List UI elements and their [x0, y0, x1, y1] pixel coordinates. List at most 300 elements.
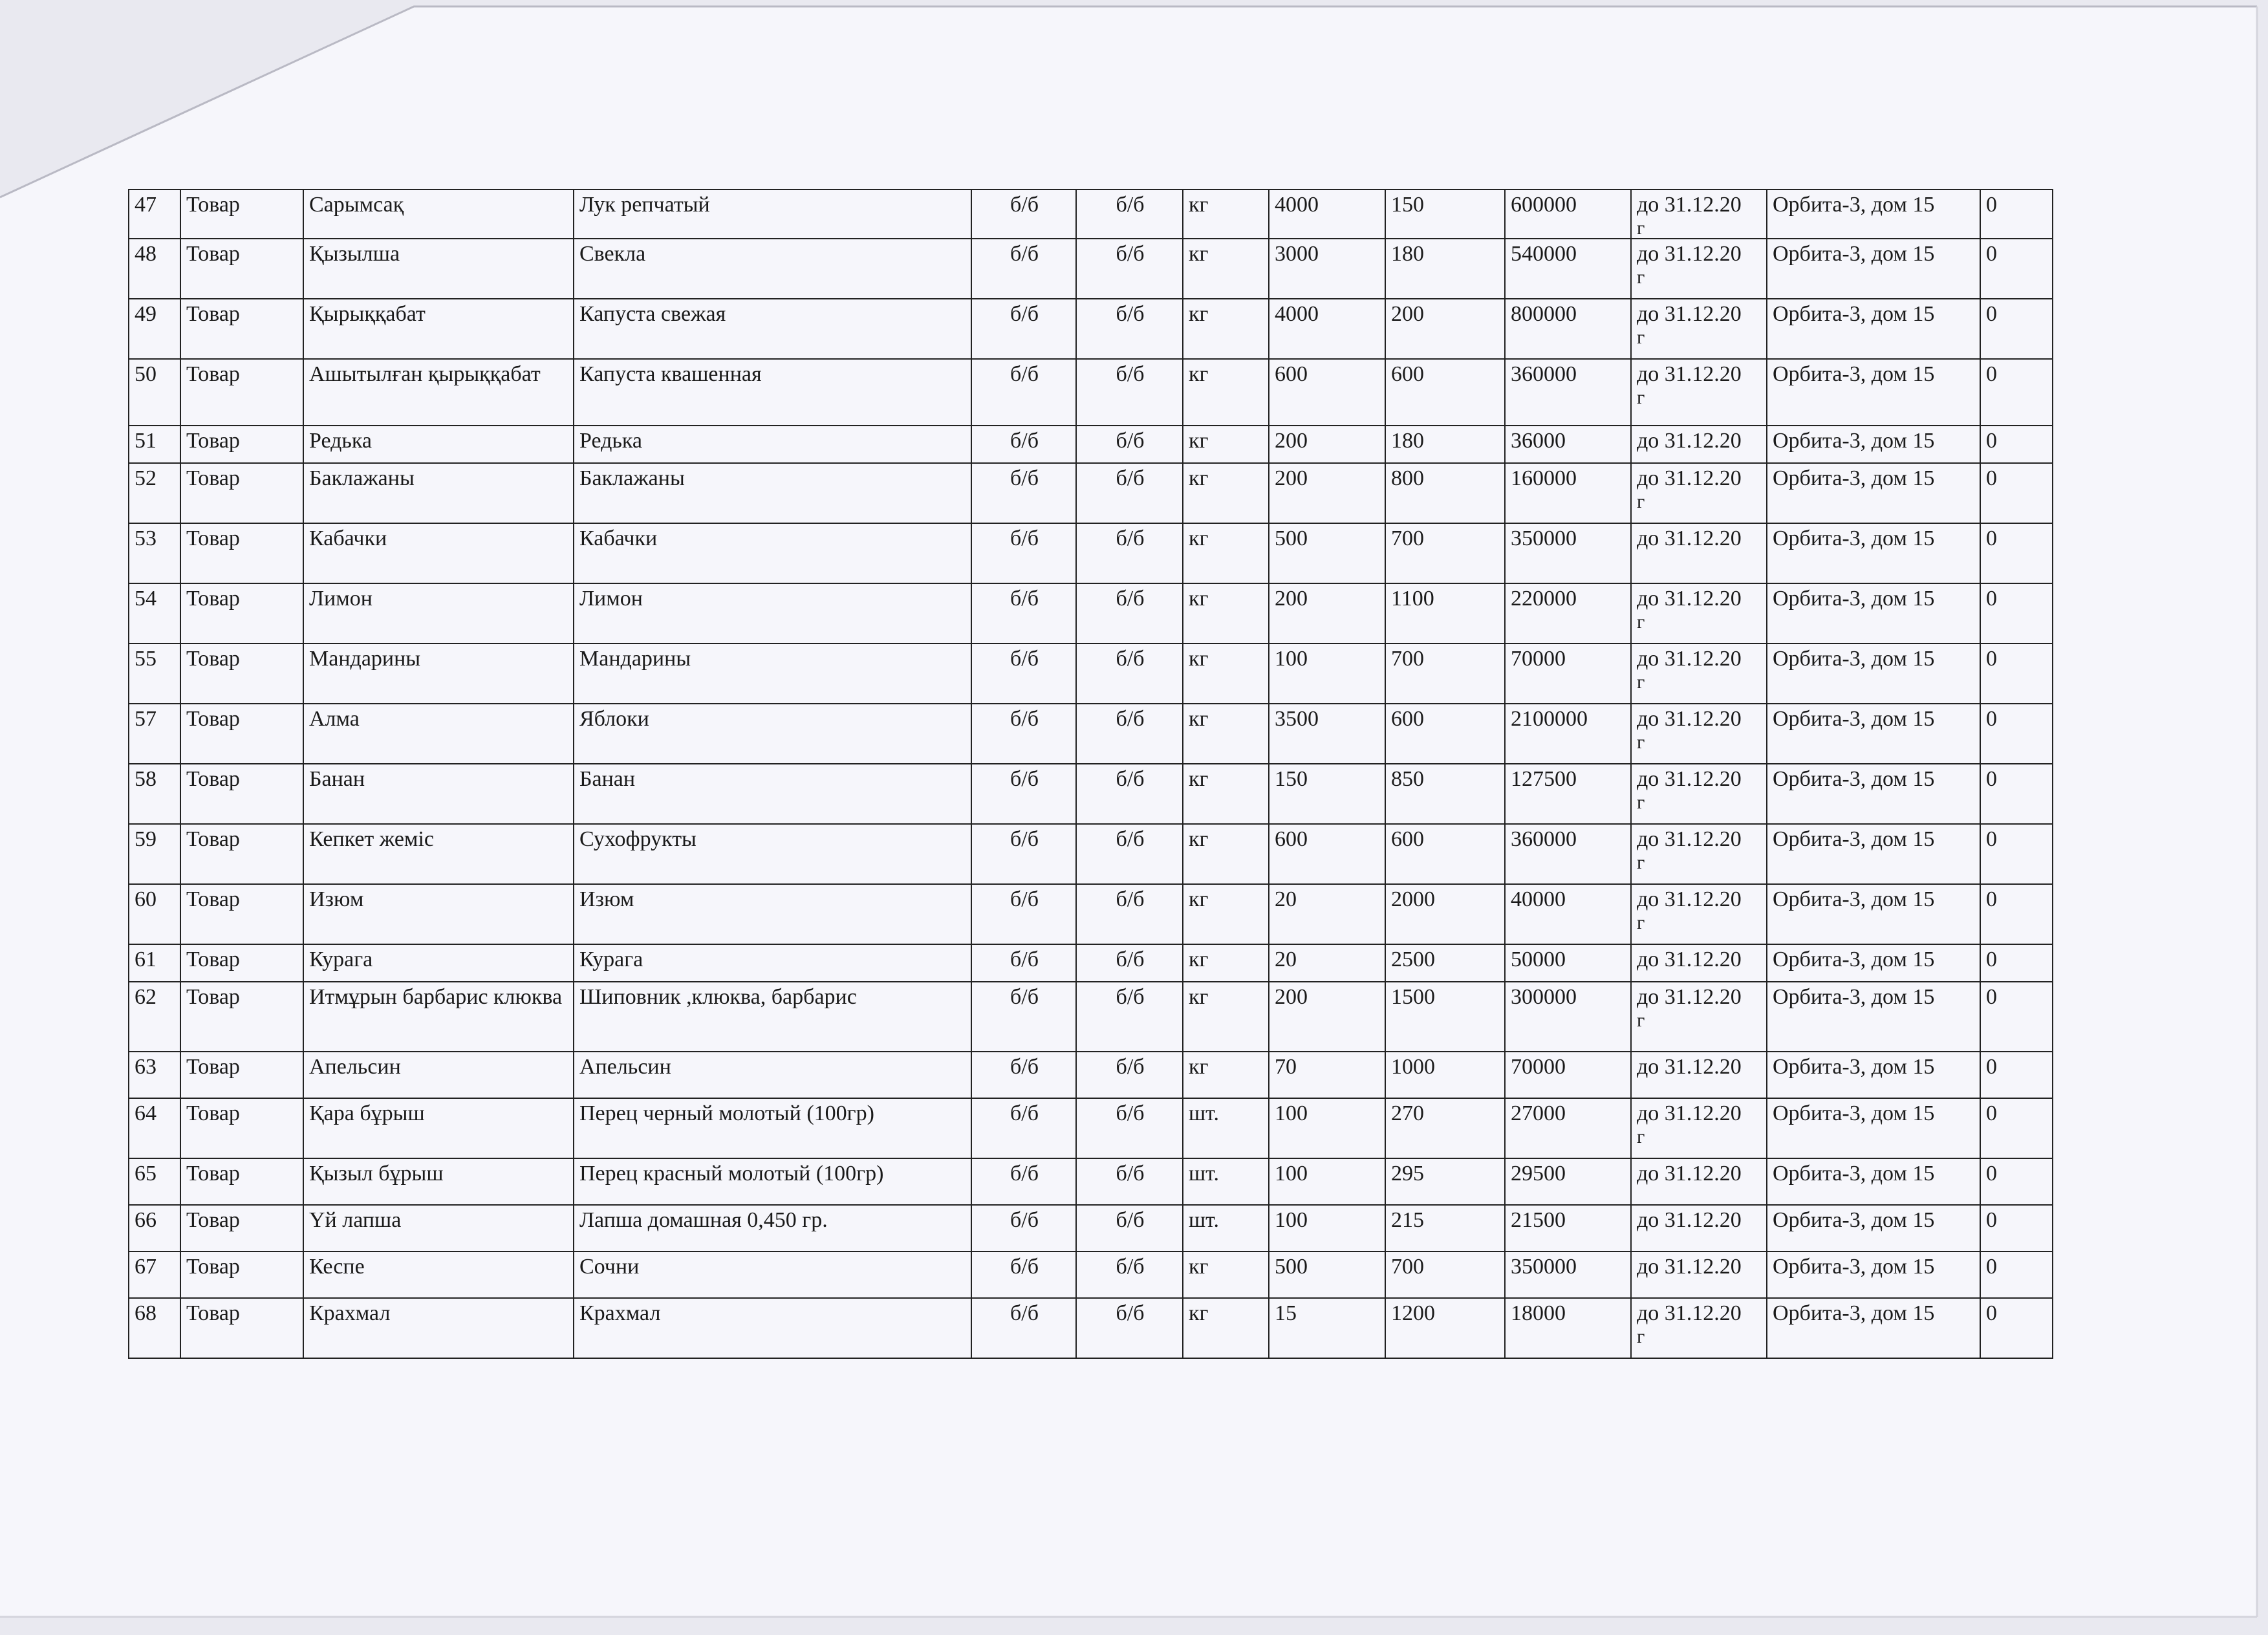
- row-name-kz: Кеспе: [303, 1251, 574, 1298]
- row-name-ru: Капуста свежая: [574, 299, 971, 359]
- row-col-bb2: б/б: [1076, 644, 1183, 704]
- row-name-kz: Редька: [303, 426, 574, 463]
- row-col-bb1: б/б: [971, 1098, 1076, 1158]
- row-name-kz: Мандарины: [303, 644, 574, 704]
- row-term-suffix: г: [1637, 1326, 1645, 1348]
- table-row: [129, 189, 2053, 239]
- row-address: Орбита-3, дом 15: [1767, 1098, 1980, 1158]
- row-name-kz: Сарымсақ: [303, 189, 574, 239]
- row-address: Орбита-3, дом 15: [1767, 1298, 1980, 1358]
- row-zero: 0: [1980, 239, 2053, 299]
- row-number: 66: [129, 1205, 180, 1251]
- row-name-ru: Лапша домашная 0,450 гр.: [574, 1205, 971, 1251]
- row-term-date: до 31.12.20: [1637, 1101, 1742, 1126]
- row-address: Орбита-3, дом 15: [1767, 982, 1980, 1052]
- row-unit: кг: [1183, 463, 1269, 523]
- row-zero: 0: [1980, 884, 2053, 944]
- table-row: [129, 359, 2053, 426]
- row-name-kz: Кабачки: [303, 523, 574, 583]
- row-term-date: до 31.12.20: [1637, 302, 1742, 327]
- row-number: 65: [129, 1158, 180, 1205]
- row-type: Товар: [180, 189, 303, 239]
- row-col-bb2: б/б: [1076, 1205, 1183, 1251]
- row-quantity: 15: [1269, 1298, 1385, 1358]
- row-price: 180: [1385, 239, 1505, 299]
- table-row: [129, 299, 2053, 359]
- row-address: Орбита-3, дом 15: [1767, 824, 1980, 884]
- row-price: 600: [1385, 824, 1505, 884]
- row-price: 700: [1385, 644, 1505, 704]
- row-type: Товар: [180, 463, 303, 523]
- row-number: 64: [129, 1098, 180, 1158]
- row-number: 67: [129, 1251, 180, 1298]
- row-name-kz: Үй лапша: [303, 1205, 574, 1251]
- row-col-bb1: б/б: [971, 764, 1076, 824]
- row-number: 55: [129, 644, 180, 704]
- row-unit: кг: [1183, 944, 1269, 982]
- row-unit: кг: [1183, 359, 1269, 426]
- row-name-ru: Перец черный молотый (100гр): [574, 1098, 971, 1158]
- row-col-bb1: б/б: [971, 299, 1076, 359]
- row-term: [1631, 1052, 1767, 1098]
- row-col-bb1: б/б: [971, 1052, 1076, 1098]
- row-zero: 0: [1980, 1298, 2053, 1358]
- row-name-ru: Яблоки: [574, 704, 971, 764]
- row-unit: кг: [1183, 583, 1269, 644]
- row-sum: 540000: [1505, 239, 1631, 299]
- row-term: [1631, 299, 1767, 359]
- row-address: Орбита-3, дом 15: [1767, 704, 1980, 764]
- row-sum: 70000: [1505, 1052, 1631, 1098]
- row-unit: кг: [1183, 764, 1269, 824]
- row-col-bb1: б/б: [971, 982, 1076, 1052]
- row-quantity: 70: [1269, 1052, 1385, 1098]
- row-type: Товар: [180, 824, 303, 884]
- row-term-date: до 31.12.20: [1637, 242, 1742, 266]
- row-term-suffix: г: [1637, 217, 1645, 239]
- row-price: 1200: [1385, 1298, 1505, 1358]
- row-type: Товар: [180, 1052, 303, 1098]
- row-price: 200: [1385, 299, 1505, 359]
- row-unit: шт.: [1183, 1205, 1269, 1251]
- row-quantity: 200: [1269, 463, 1385, 523]
- row-term-date: до 31.12.20: [1637, 193, 1742, 217]
- row-name-kz: Итмұрын барбарис клюква: [303, 982, 574, 1052]
- table-row: [129, 463, 2053, 523]
- row-unit: кг: [1183, 1251, 1269, 1298]
- row-sum: 127500: [1505, 764, 1631, 824]
- row-term-date: до 31.12.20: [1637, 526, 1742, 551]
- row-number: 49: [129, 299, 180, 359]
- row-quantity: 500: [1269, 523, 1385, 583]
- row-term-suffix: г: [1637, 387, 1645, 409]
- table-row: [129, 523, 2053, 583]
- row-term: [1631, 523, 1767, 583]
- row-type: Товар: [180, 1205, 303, 1251]
- table-row: [129, 704, 2053, 764]
- row-col-bb2: б/б: [1076, 982, 1183, 1052]
- row-term-suffix: г: [1637, 1010, 1645, 1032]
- row-term-date: до 31.12.20: [1637, 947, 1742, 972]
- row-unit: кг: [1183, 523, 1269, 583]
- row-sum: 350000: [1505, 523, 1631, 583]
- row-name-ru: Банан: [574, 764, 971, 824]
- row-price: 1100: [1385, 583, 1505, 644]
- row-address: Орбита-3, дом 15: [1767, 463, 1980, 523]
- row-name-ru: Крахмал: [574, 1298, 971, 1358]
- row-price: 1500: [1385, 982, 1505, 1052]
- row-col-bb1: б/б: [971, 583, 1076, 644]
- row-type: Товар: [180, 704, 303, 764]
- row-name-kz: Қырыққабат: [303, 299, 574, 359]
- row-term: [1631, 1298, 1767, 1358]
- row-term-date: до 31.12.20: [1637, 587, 1742, 611]
- row-col-bb1: б/б: [971, 824, 1076, 884]
- row-name-ru: Лимон: [574, 583, 971, 644]
- table-row: [129, 1251, 2053, 1298]
- row-name-ru: Сочни: [574, 1251, 971, 1298]
- row-number: 48: [129, 239, 180, 299]
- row-unit: кг: [1183, 426, 1269, 463]
- row-quantity: 600: [1269, 824, 1385, 884]
- row-unit: кг: [1183, 189, 1269, 239]
- row-name-kz: Лимон: [303, 583, 574, 644]
- row-term-date: до 31.12.20: [1637, 1208, 1742, 1233]
- row-type: Товар: [180, 1298, 303, 1358]
- row-sum: 350000: [1505, 1251, 1631, 1298]
- row-unit: кг: [1183, 1052, 1269, 1098]
- row-zero: 0: [1980, 982, 2053, 1052]
- row-price: 600: [1385, 704, 1505, 764]
- row-name-ru: Кабачки: [574, 523, 971, 583]
- row-type: Товар: [180, 982, 303, 1052]
- row-number: 58: [129, 764, 180, 824]
- row-term: [1631, 189, 1767, 239]
- row-term-suffix: г: [1637, 491, 1645, 513]
- row-col-bb1: б/б: [971, 1158, 1076, 1205]
- row-unit: кг: [1183, 644, 1269, 704]
- row-price: 800: [1385, 463, 1505, 523]
- row-name-ru: Свекла: [574, 239, 971, 299]
- row-name-ru: Изюм: [574, 884, 971, 944]
- row-zero: 0: [1980, 1098, 2053, 1158]
- row-term-suffix: г: [1637, 792, 1645, 814]
- row-sum: 360000: [1505, 359, 1631, 426]
- row-address: Орбита-3, дом 15: [1767, 884, 1980, 944]
- row-name-ru: Шиповник ,клюква, барбарис: [574, 982, 971, 1052]
- table-row: [129, 1205, 2053, 1251]
- row-col-bb2: б/б: [1076, 1251, 1183, 1298]
- row-col-bb1: б/б: [971, 644, 1076, 704]
- row-price: 1000: [1385, 1052, 1505, 1098]
- row-number: 52: [129, 463, 180, 523]
- row-term-suffix: г: [1637, 611, 1645, 633]
- row-address: Орбита-3, дом 15: [1767, 944, 1980, 982]
- row-quantity: 20: [1269, 944, 1385, 982]
- row-zero: 0: [1980, 644, 2053, 704]
- row-col-bb1: б/б: [971, 884, 1076, 944]
- row-col-bb2: б/б: [1076, 824, 1183, 884]
- row-address: Орбита-3, дом 15: [1767, 1205, 1980, 1251]
- table-row: [129, 884, 2053, 944]
- row-type: Товар: [180, 239, 303, 299]
- row-term: [1631, 884, 1767, 944]
- row-sum: 70000: [1505, 644, 1631, 704]
- row-address: Орбита-3, дом 15: [1767, 426, 1980, 463]
- row-quantity: 200: [1269, 982, 1385, 1052]
- row-sum: 160000: [1505, 463, 1631, 523]
- row-col-bb2: б/б: [1076, 1052, 1183, 1098]
- row-term: [1631, 239, 1767, 299]
- row-quantity: 4000: [1269, 299, 1385, 359]
- row-number: 62: [129, 982, 180, 1052]
- row-term: [1631, 944, 1767, 982]
- row-term-suffix: г: [1637, 731, 1645, 753]
- row-col-bb2: б/б: [1076, 704, 1183, 764]
- row-col-bb1: б/б: [971, 359, 1076, 426]
- row-name-kz: Алма: [303, 704, 574, 764]
- row-term-date: до 31.12.20: [1637, 1301, 1742, 1326]
- row-unit: кг: [1183, 824, 1269, 884]
- row-sum: 27000: [1505, 1098, 1631, 1158]
- row-number: 60: [129, 884, 180, 944]
- row-unit: кг: [1183, 239, 1269, 299]
- row-zero: 0: [1980, 523, 2053, 583]
- row-term-date: до 31.12.20: [1637, 466, 1742, 491]
- table-row: [129, 1052, 2053, 1098]
- row-term-date: до 31.12.20: [1637, 887, 1742, 912]
- row-sum: 50000: [1505, 944, 1631, 982]
- row-type: Товар: [180, 764, 303, 824]
- row-name-ru: Мандарины: [574, 644, 971, 704]
- table-row: [129, 1098, 2053, 1158]
- row-price: 600: [1385, 359, 1505, 426]
- row-col-bb2: б/б: [1076, 189, 1183, 239]
- row-col-bb2: б/б: [1076, 359, 1183, 426]
- row-quantity: 500: [1269, 1251, 1385, 1298]
- row-name-kz: Изюм: [303, 884, 574, 944]
- row-name-ru: Сухофрукты: [574, 824, 971, 884]
- row-address: Орбита-3, дом 15: [1767, 1052, 1980, 1098]
- row-col-bb1: б/б: [971, 1205, 1076, 1251]
- row-price: 295: [1385, 1158, 1505, 1205]
- row-address: Орбита-3, дом 15: [1767, 583, 1980, 644]
- row-type: Товар: [180, 644, 303, 704]
- row-number: 57: [129, 704, 180, 764]
- row-sum: 600000: [1505, 189, 1631, 239]
- row-col-bb2: б/б: [1076, 523, 1183, 583]
- row-quantity: 150: [1269, 764, 1385, 824]
- row-quantity: 200: [1269, 583, 1385, 644]
- row-zero: 0: [1980, 944, 2053, 982]
- row-unit: шт.: [1183, 1158, 1269, 1205]
- row-zero: 0: [1980, 764, 2053, 824]
- row-type: Товар: [180, 1158, 303, 1205]
- row-unit: кг: [1183, 982, 1269, 1052]
- row-number: 68: [129, 1298, 180, 1358]
- row-col-bb2: б/б: [1076, 463, 1183, 523]
- row-quantity: 100: [1269, 644, 1385, 704]
- row-col-bb1: б/б: [971, 426, 1076, 463]
- row-col-bb1: б/б: [971, 189, 1076, 239]
- row-col-bb2: б/б: [1076, 764, 1183, 824]
- row-term: [1631, 1205, 1767, 1251]
- row-term-date: до 31.12.20: [1637, 827, 1742, 852]
- row-quantity: 200: [1269, 426, 1385, 463]
- row-term-date: до 31.12.20: [1637, 429, 1742, 453]
- table-row: [129, 644, 2053, 704]
- row-sum: 300000: [1505, 982, 1631, 1052]
- row-quantity: 4000: [1269, 189, 1385, 239]
- row-name-ru: Курага: [574, 944, 971, 982]
- row-price: 2500: [1385, 944, 1505, 982]
- row-quantity: 600: [1269, 359, 1385, 426]
- row-price: 150: [1385, 189, 1505, 239]
- row-col-bb1: б/б: [971, 1298, 1076, 1358]
- row-zero: 0: [1980, 824, 2053, 884]
- row-quantity: 100: [1269, 1205, 1385, 1251]
- row-col-bb2: б/б: [1076, 299, 1183, 359]
- row-term-suffix: г: [1637, 912, 1645, 934]
- row-address: Орбита-3, дом 15: [1767, 1158, 1980, 1205]
- row-term: [1631, 426, 1767, 463]
- row-term: [1631, 463, 1767, 523]
- row-col-bb2: б/б: [1076, 1158, 1183, 1205]
- row-type: Товар: [180, 583, 303, 644]
- row-name-ru: Капуста квашенная: [574, 359, 971, 426]
- row-term: [1631, 583, 1767, 644]
- row-address: Орбита-3, дом 15: [1767, 359, 1980, 426]
- row-unit: кг: [1183, 884, 1269, 944]
- row-quantity: 3500: [1269, 704, 1385, 764]
- row-term-suffix: г: [1637, 327, 1645, 349]
- row-name-ru: Апельсин: [574, 1052, 971, 1098]
- row-address: Орбита-3, дом 15: [1767, 1251, 1980, 1298]
- row-type: Товар: [180, 884, 303, 944]
- row-unit: кг: [1183, 704, 1269, 764]
- row-sum: 2100000: [1505, 704, 1631, 764]
- row-unit: шт.: [1183, 1098, 1269, 1158]
- row-term: [1631, 1098, 1767, 1158]
- row-zero: 0: [1980, 463, 2053, 523]
- row-type: Товар: [180, 1251, 303, 1298]
- row-name-kz: Ашытылған қырыққабат: [303, 359, 574, 426]
- row-quantity: 20: [1269, 884, 1385, 944]
- row-address: Орбита-3, дом 15: [1767, 644, 1980, 704]
- row-quantity: 100: [1269, 1158, 1385, 1205]
- row-zero: 0: [1980, 426, 2053, 463]
- row-name-kz: Крахмал: [303, 1298, 574, 1358]
- row-term-suffix: г: [1637, 671, 1645, 693]
- row-term: [1631, 644, 1767, 704]
- row-col-bb1: б/б: [971, 463, 1076, 523]
- row-name-kz: Қызыл бұрыш: [303, 1158, 574, 1205]
- row-name-kz: Қара бұрыш: [303, 1098, 574, 1158]
- row-name-kz: Кепкет жеміс: [303, 824, 574, 884]
- row-unit: кг: [1183, 299, 1269, 359]
- row-col-bb2: б/б: [1076, 583, 1183, 644]
- row-number: 61: [129, 944, 180, 982]
- row-term: [1631, 704, 1767, 764]
- row-term-suffix: г: [1637, 266, 1645, 288]
- row-type: Товар: [180, 1098, 303, 1158]
- goods-table: [128, 189, 2053, 1359]
- row-sum: 36000: [1505, 426, 1631, 463]
- row-unit: кг: [1183, 1298, 1269, 1358]
- row-term-date: до 31.12.20: [1637, 647, 1742, 671]
- row-type: Товар: [180, 944, 303, 982]
- row-name-kz: Банан: [303, 764, 574, 824]
- row-name-kz: Қызылша: [303, 239, 574, 299]
- row-zero: 0: [1980, 1052, 2053, 1098]
- row-zero: 0: [1980, 299, 2053, 359]
- table-row: [129, 944, 2053, 982]
- row-address: Орбита-3, дом 15: [1767, 189, 1980, 239]
- row-col-bb1: б/б: [971, 1251, 1076, 1298]
- row-price: 270: [1385, 1098, 1505, 1158]
- table-row: [129, 1158, 2053, 1205]
- row-type: Товар: [180, 523, 303, 583]
- row-zero: 0: [1980, 583, 2053, 644]
- table-row: [129, 982, 2053, 1052]
- row-sum: 800000: [1505, 299, 1631, 359]
- row-price: 700: [1385, 1251, 1505, 1298]
- row-number: 59: [129, 824, 180, 884]
- row-price: 215: [1385, 1205, 1505, 1251]
- table-body: [129, 189, 2053, 1358]
- row-col-bb2: б/б: [1076, 944, 1183, 982]
- row-term: [1631, 359, 1767, 426]
- row-address: Орбита-3, дом 15: [1767, 239, 1980, 299]
- table-row: [129, 239, 2053, 299]
- table-row: [129, 583, 2053, 644]
- row-zero: 0: [1980, 1158, 2053, 1205]
- row-sum: 18000: [1505, 1298, 1631, 1358]
- row-term: [1631, 1158, 1767, 1205]
- row-address: Орбита-3, дом 15: [1767, 299, 1980, 359]
- table-row: [129, 1298, 2053, 1358]
- row-quantity: 3000: [1269, 239, 1385, 299]
- row-address: Орбита-3, дом 15: [1767, 523, 1980, 583]
- row-name-ru: Перец красный молотый (100гр): [574, 1158, 971, 1205]
- row-name-ru: Редька: [574, 426, 971, 463]
- row-number: 51: [129, 426, 180, 463]
- row-price: 700: [1385, 523, 1505, 583]
- row-col-bb2: б/б: [1076, 1298, 1183, 1358]
- row-zero: 0: [1980, 704, 2053, 764]
- row-sum: 220000: [1505, 583, 1631, 644]
- row-quantity: 100: [1269, 1098, 1385, 1158]
- row-name-kz: Курага: [303, 944, 574, 982]
- row-term-suffix: г: [1637, 1126, 1645, 1148]
- row-term: [1631, 1251, 1767, 1298]
- row-term-date: до 31.12.20: [1637, 1162, 1742, 1186]
- table-row: [129, 426, 2053, 463]
- row-col-bb1: б/б: [971, 239, 1076, 299]
- row-zero: 0: [1980, 189, 2053, 239]
- row-col-bb2: б/б: [1076, 239, 1183, 299]
- row-term: [1631, 764, 1767, 824]
- row-name-ru: Лук репчатый: [574, 189, 971, 239]
- row-number: 50: [129, 359, 180, 426]
- row-number: 63: [129, 1052, 180, 1098]
- row-number: 47: [129, 189, 180, 239]
- row-sum: 40000: [1505, 884, 1631, 944]
- row-term-date: до 31.12.20: [1637, 707, 1742, 731]
- row-price: 850: [1385, 764, 1505, 824]
- row-number: 54: [129, 583, 180, 644]
- row-term-date: до 31.12.20: [1637, 985, 1742, 1010]
